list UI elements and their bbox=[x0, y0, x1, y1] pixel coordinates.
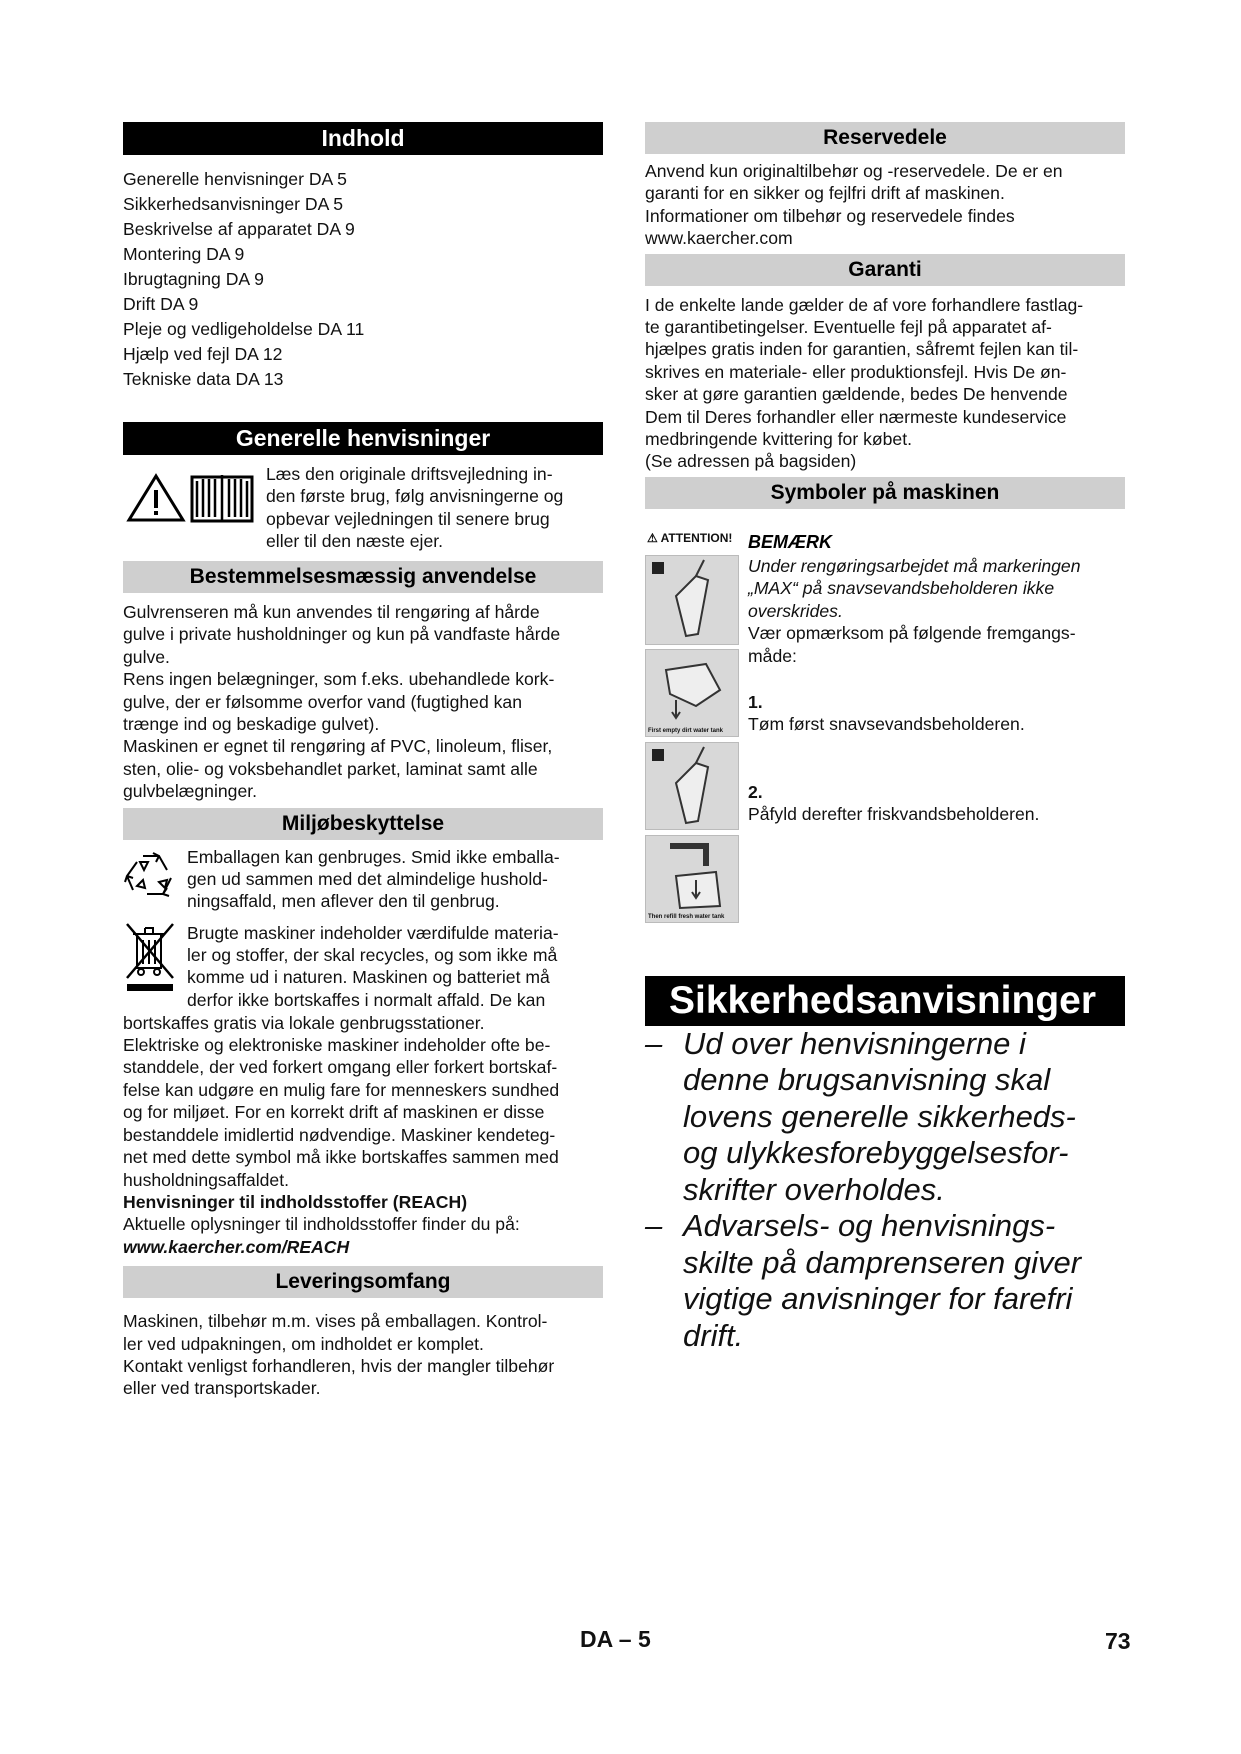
general-notice bbox=[123, 463, 603, 555]
page-number: 73 bbox=[1105, 1628, 1131, 1654]
step2-number: 2. bbox=[748, 781, 763, 802]
crossed-bin-icon bbox=[123, 922, 177, 992]
warning-icon: ⚠ bbox=[647, 530, 658, 545]
recycle-text: Emballagen kan genbruges. Smid ikke emballa- gen ud sammen med det almindelige hushold- ningsaffald, men aflever den til genbrug. bbox=[187, 846, 560, 912]
note-title: BEMÆRK bbox=[748, 531, 832, 552]
warranty-heading: Garanti bbox=[645, 254, 1125, 286]
weee-text-indented: Brugte maskiner indeholder værdifulde materia- ler og stoffer, der skal recycles, og som ikke må komme ud i naturen. Maskinen og batteriet må derfor ikke bortskaffes i normalt affald. De kan bbox=[187, 922, 559, 1010]
general-text: Læs den originale driftsvejledning in- den første brug, følg anvisningerne og opbevar vejledningen til senere brug eller til den næste ejer. bbox=[266, 464, 564, 552]
step2-image-top bbox=[645, 742, 739, 830]
toc-item[interactable]: Sikkerhedsanvisninger DA 5 bbox=[123, 194, 344, 214]
footer-section: DA – 5 bbox=[580, 1626, 651, 1652]
thumb-caption: Then refill fresh water tank bbox=[648, 913, 725, 920]
step1-text: Tøm først snavsevandsbeholderen. bbox=[748, 714, 1025, 735]
cleaner-tank-icon bbox=[646, 556, 738, 644]
toc-list bbox=[123, 167, 603, 392]
step2-image-bottom bbox=[645, 835, 739, 923]
weee-notice bbox=[123, 922, 603, 1014]
toc-item[interactable]: Drift DA 9 bbox=[123, 294, 199, 314]
step2-text: Påfyld derefter friskvandsbeholderen. bbox=[748, 804, 1040, 825]
toc-item[interactable]: Generelle henvisninger DA 5 bbox=[123, 169, 347, 189]
toc-item[interactable]: Pleje og vedligeholdelse DA 11 bbox=[123, 319, 365, 339]
attention-label: ⚠ ATTENTION! bbox=[647, 530, 733, 545]
note-content bbox=[748, 531, 1128, 826]
toc-item[interactable]: Beskrivelse af apparatet DA 9 bbox=[123, 219, 355, 239]
toc-item[interactable]: Tekniske data DA 13 bbox=[123, 369, 284, 389]
intended-use-heading: Bestemmelsesmæssig anvendelse bbox=[123, 561, 603, 593]
thumb-caption: First empty dirt water tank bbox=[648, 727, 724, 734]
toc-item[interactable]: Hjælp ved fejl DA 12 bbox=[123, 344, 283, 364]
safety-heading: Sikkerhedsanvisninger bbox=[645, 976, 1125, 1026]
spares-text: Anvend kun originaltilbehør og -reservedele. De er en garanti for en sikker og fejlfri drift af maskinen. Informationer om tilbehør og reservedele findes www.kaercher.com bbox=[645, 161, 1063, 249]
step1-number: 1. bbox=[748, 691, 763, 712]
scope-text: Maskinen, tilbehør m.m. vises på emballagen. Kontrol- ler ved udpakningen, om indholdet er komplet. Kontakt venligst forhandleren, hvis der mangler tilbehør eller ved transportskader. bbox=[123, 1311, 555, 1399]
step1-image-top bbox=[645, 555, 739, 645]
toc-heading: Indhold bbox=[123, 122, 603, 155]
safety-item: – Ud over henvisningerne i denne brugsanvisning skal lovens generelle sikkerheds- og ulykkesforebyggelsesfor- skrifter overholdes. bbox=[645, 1025, 1076, 1207]
fill-tank-icon bbox=[646, 836, 738, 922]
reach-link[interactable]: www.kaercher.com/REACH bbox=[123, 1236, 350, 1257]
empty-tank-icon bbox=[646, 650, 738, 736]
symbols-block bbox=[645, 531, 1125, 976]
symbols-heading: Symboler på maskinen bbox=[645, 477, 1125, 509]
note-text: Vær opmærksom på følgende fremgangs- måde: bbox=[748, 623, 1076, 666]
manual-book-icon bbox=[189, 469, 255, 525]
recycle-icon bbox=[123, 850, 179, 902]
warranty-text: I de enkelte lande gælder de af vore forhandlere fastlag- te garantibetingelser. Eventuelle fejl på apparatet af- hjælpes gratis inden for garantien, såfremt fejlen kan til- skrives en materiale- eller produktionsfejl. Hvis De øn- sker at gøre garantien gældende, bedes De henvende Dem til Deres forhandler eller nærmeste kundeservice medbringende kvittering for købet. (Se adressen på bagsiden) bbox=[645, 294, 1084, 472]
recycle-notice bbox=[123, 846, 603, 916]
spares-heading: Reservedele bbox=[645, 122, 1125, 154]
right-column bbox=[645, 122, 1125, 1354]
reach-text: Aktuelle oplysninger til indholdsstoffer finder du på: bbox=[123, 1214, 520, 1235]
toc-item[interactable]: Montering DA 9 bbox=[123, 244, 245, 264]
step1-image-bottom bbox=[645, 649, 739, 737]
left-column bbox=[123, 122, 603, 1400]
scope-heading: Leveringsomfang bbox=[123, 1266, 603, 1298]
environment-heading: Miljøbeskyttelse bbox=[123, 808, 603, 840]
weee-text: bortskaffes gratis via lokale genbrugsstationer. Elektriske og elektroniske maskiner indeholder ofte be- standdele, der ved forkert omgang eller forkert bortskaf- felse kan udgøre en mulig fare for menneskers sundhed og for miljøet. For en korrekt drift af maskinen er disse bestanddele imidlertid nødvendige. Maskiner kendeteg- net med dette symbol må ikke bortskaffes sammen med husholdningsaffaldet. bbox=[123, 1012, 560, 1190]
intended-use-text: Gulvrenseren må kun anvendes til rengøring af hårde gulve i private husholdninger og kun på vandfaste hårde gulve. Rens ingen belægninger, som f.eks. ubehandlede kork- gulve, der er følsomme overfor vand (fugtighed kan trænge ind og beskadige gulvet). Maskinen er egnet til rengøring af PVC, linoleum, fliser, sten, olie- og voksbehandlet parket, laminat samt alle gulvbelægninger. bbox=[123, 602, 561, 802]
warning-triangle-icon bbox=[126, 473, 186, 523]
toc-item[interactable]: Ibrugtagning DA 9 bbox=[123, 269, 264, 289]
reach-heading: Henvisninger til indholdsstoffer (REACH) bbox=[123, 1191, 468, 1212]
safety-item: – Advarsels- og henvisnings- skilte på damprenseren giver vigtige anvisninger for farefri drift. bbox=[645, 1208, 1082, 1353]
cleaner-fill-icon bbox=[646, 743, 738, 829]
general-heading: Generelle henvisninger bbox=[123, 422, 603, 455]
note-italic-text: Under rengøringsarbejdet må markeringen „MAX“ på snavsevandsbeholderen ikke overskrides. bbox=[748, 555, 1081, 621]
